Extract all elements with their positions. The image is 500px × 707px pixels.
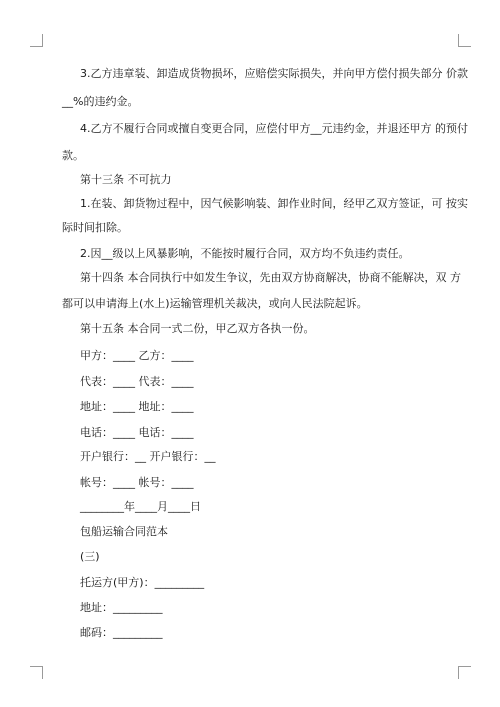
text-line-weather: 1.在装、卸货物过程中，因气候影响装、卸作业时间，经甲乙双方签证，可 按实 [80,197,468,210]
section-number: (三) [80,550,100,563]
shipper-line: 托运方(甲方)：_________ [80,576,205,589]
crop-mark-bottom-right [458,666,471,679]
postal-code-line: 邮码：_________ [80,626,163,639]
crop-mark-top-right [458,34,471,47]
shipper-address-line: 地址：_________ [80,601,163,614]
article-14-text: 第十四条 本合同执行中如发生争议，先由双方协商解决，协商不能解决，双 方 [80,271,461,284]
text-line-actual-time: 际时间扣除。 [62,221,128,234]
account-line: 帐号：____ 帐号：____ [80,476,194,489]
text-line-breach-contract: 4.乙方不履行合同或擅自变更合同，应偿付甲方__元违约金，并退还甲方 的预付 [80,122,468,135]
crop-mark-top-left [30,34,43,47]
address-line: 地址：____ 地址：____ [80,400,194,413]
section-title: 包船运输合同范本 [80,525,168,538]
phone-line: 电话：____ 电话：____ [80,426,194,439]
text-line-penalty-percent: __%的违约金。 [62,95,139,108]
date-line: ________年____月____日 [80,500,201,513]
text-line-storm: 2.因__级以上风暴影响，不能按时履行合同，双方均不负违约责任。 [80,247,410,260]
crop-mark-bottom-left [30,666,43,679]
bank-line: 开户银行：__ 开户银行：__ [80,450,216,463]
article-15-text: 第十五条 本合同一式二份，甲乙双方各执一份。 [80,322,315,335]
text-line-penalty-damage: 3.乙方违章装、卸造成货物损坏，应赔偿实际损失，并向甲方偿付损失部分 价款 [80,67,468,80]
representative-line: 代表：____ 代表：____ [80,375,194,388]
text-line-prepayment: 款。 [62,149,84,162]
article-13-heading: 第十三条 不可抗力 [80,173,172,186]
article-14-continuation: 都可以申请海上(水上)运输管理机关裁决，或向人民法院起诉。 [62,297,368,310]
party-line: 甲方：____ 乙方：____ [80,349,194,362]
